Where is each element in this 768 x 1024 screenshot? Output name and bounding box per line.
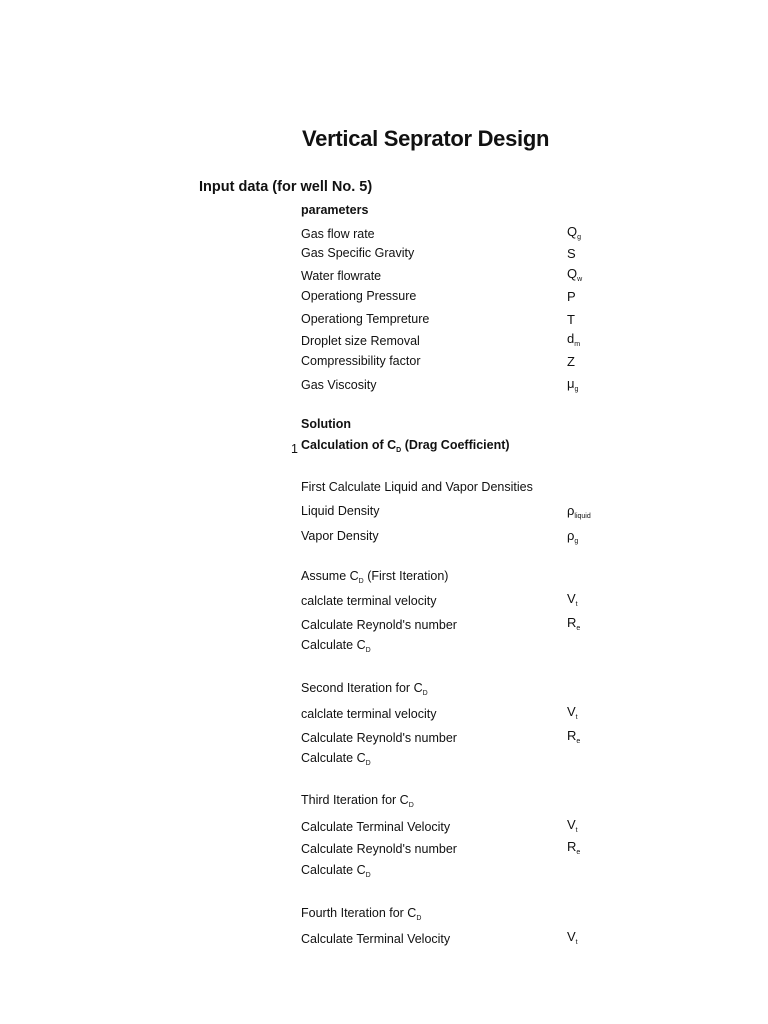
param-label: Gas Specific Gravity (301, 246, 415, 260)
liquid-density-label: Liquid Density (301, 504, 380, 518)
param-label: Compressibility factor (301, 354, 421, 368)
velocity-symbol: $V_t$ (567, 591, 578, 608)
iteration-heading: Fourth Iteration for $C_D$ (301, 906, 422, 922)
solution-heading: Solution (301, 417, 351, 431)
reynolds-label: Calculate Reynold's number (301, 618, 457, 632)
param-symbol: S (567, 246, 576, 261)
vapor-density-label: Vapor Density (301, 529, 379, 543)
param-symbol: $Q_w$ (567, 266, 583, 283)
param-symbol: $Q_g$ (567, 224, 582, 241)
velocity-label: calclate terminal velocity (301, 594, 437, 608)
velocity-label: calclate terminal velocity (301, 707, 437, 721)
reynolds-symbol: $R_e$ (567, 728, 581, 745)
param-label: Operationg Tempreture (301, 312, 430, 326)
iteration-heading: Second Iteration for $C_D$ (301, 681, 428, 697)
reynolds-label: Calculate Reynold's number (301, 731, 457, 745)
reynolds-symbol: $R_e$ (567, 839, 581, 856)
step-title: Calculation of $C_D$ (Drag Coefficient) (301, 438, 510, 454)
input-data-heading: Input data (for well No. 5) (199, 179, 373, 195)
param-symbol: Z (567, 354, 575, 369)
param-label: Droplet size Removal (301, 334, 420, 348)
param-label: Operationg Pressure (301, 289, 417, 303)
velocity-symbol: $V_t$ (567, 929, 578, 946)
param-label: Gas flow rate (301, 227, 375, 241)
param-symbol: $d_m$ (567, 331, 581, 348)
liquid-density-symbol: $\rho_{liquid}$ (567, 503, 591, 520)
velocity-symbol: $V_t$ (567, 817, 578, 834)
page-title: Vertical Seprator Design (302, 126, 550, 151)
param-symbol: $\mu_g$ (567, 376, 579, 393)
param-label: Gas Viscosity (301, 378, 377, 392)
param-label: Water flowrate (301, 269, 382, 283)
velocity-symbol: $V_t$ (567, 704, 578, 721)
velocity-label: Calculate Terminal Velocity (301, 820, 451, 834)
velocity-label: Calculate Terminal Velocity (301, 932, 451, 946)
cd-label: Calculate $C_D$ (301, 638, 371, 654)
densities-heading: First Calculate Liquid and Vapor Densities (301, 480, 533, 494)
iteration-heading: Assume $C_D$ (First Iteration) (301, 569, 449, 585)
cd-label: Calculate $C_D$ (301, 863, 371, 879)
step-number: 1 (291, 442, 298, 456)
cd-label: Calculate $C_D$ (301, 751, 371, 767)
reynolds-symbol: $R_e$ (567, 615, 581, 632)
reynolds-label: Calculate Reynold's number (301, 842, 457, 856)
param-symbol: P (567, 289, 576, 304)
iteration-heading: Third Iteration for $C_D$ (301, 793, 414, 809)
param-symbol: T (567, 312, 575, 327)
parameters-heading: parameters (301, 203, 369, 217)
vapor-density-symbol: $\rho_g$ (567, 528, 579, 545)
